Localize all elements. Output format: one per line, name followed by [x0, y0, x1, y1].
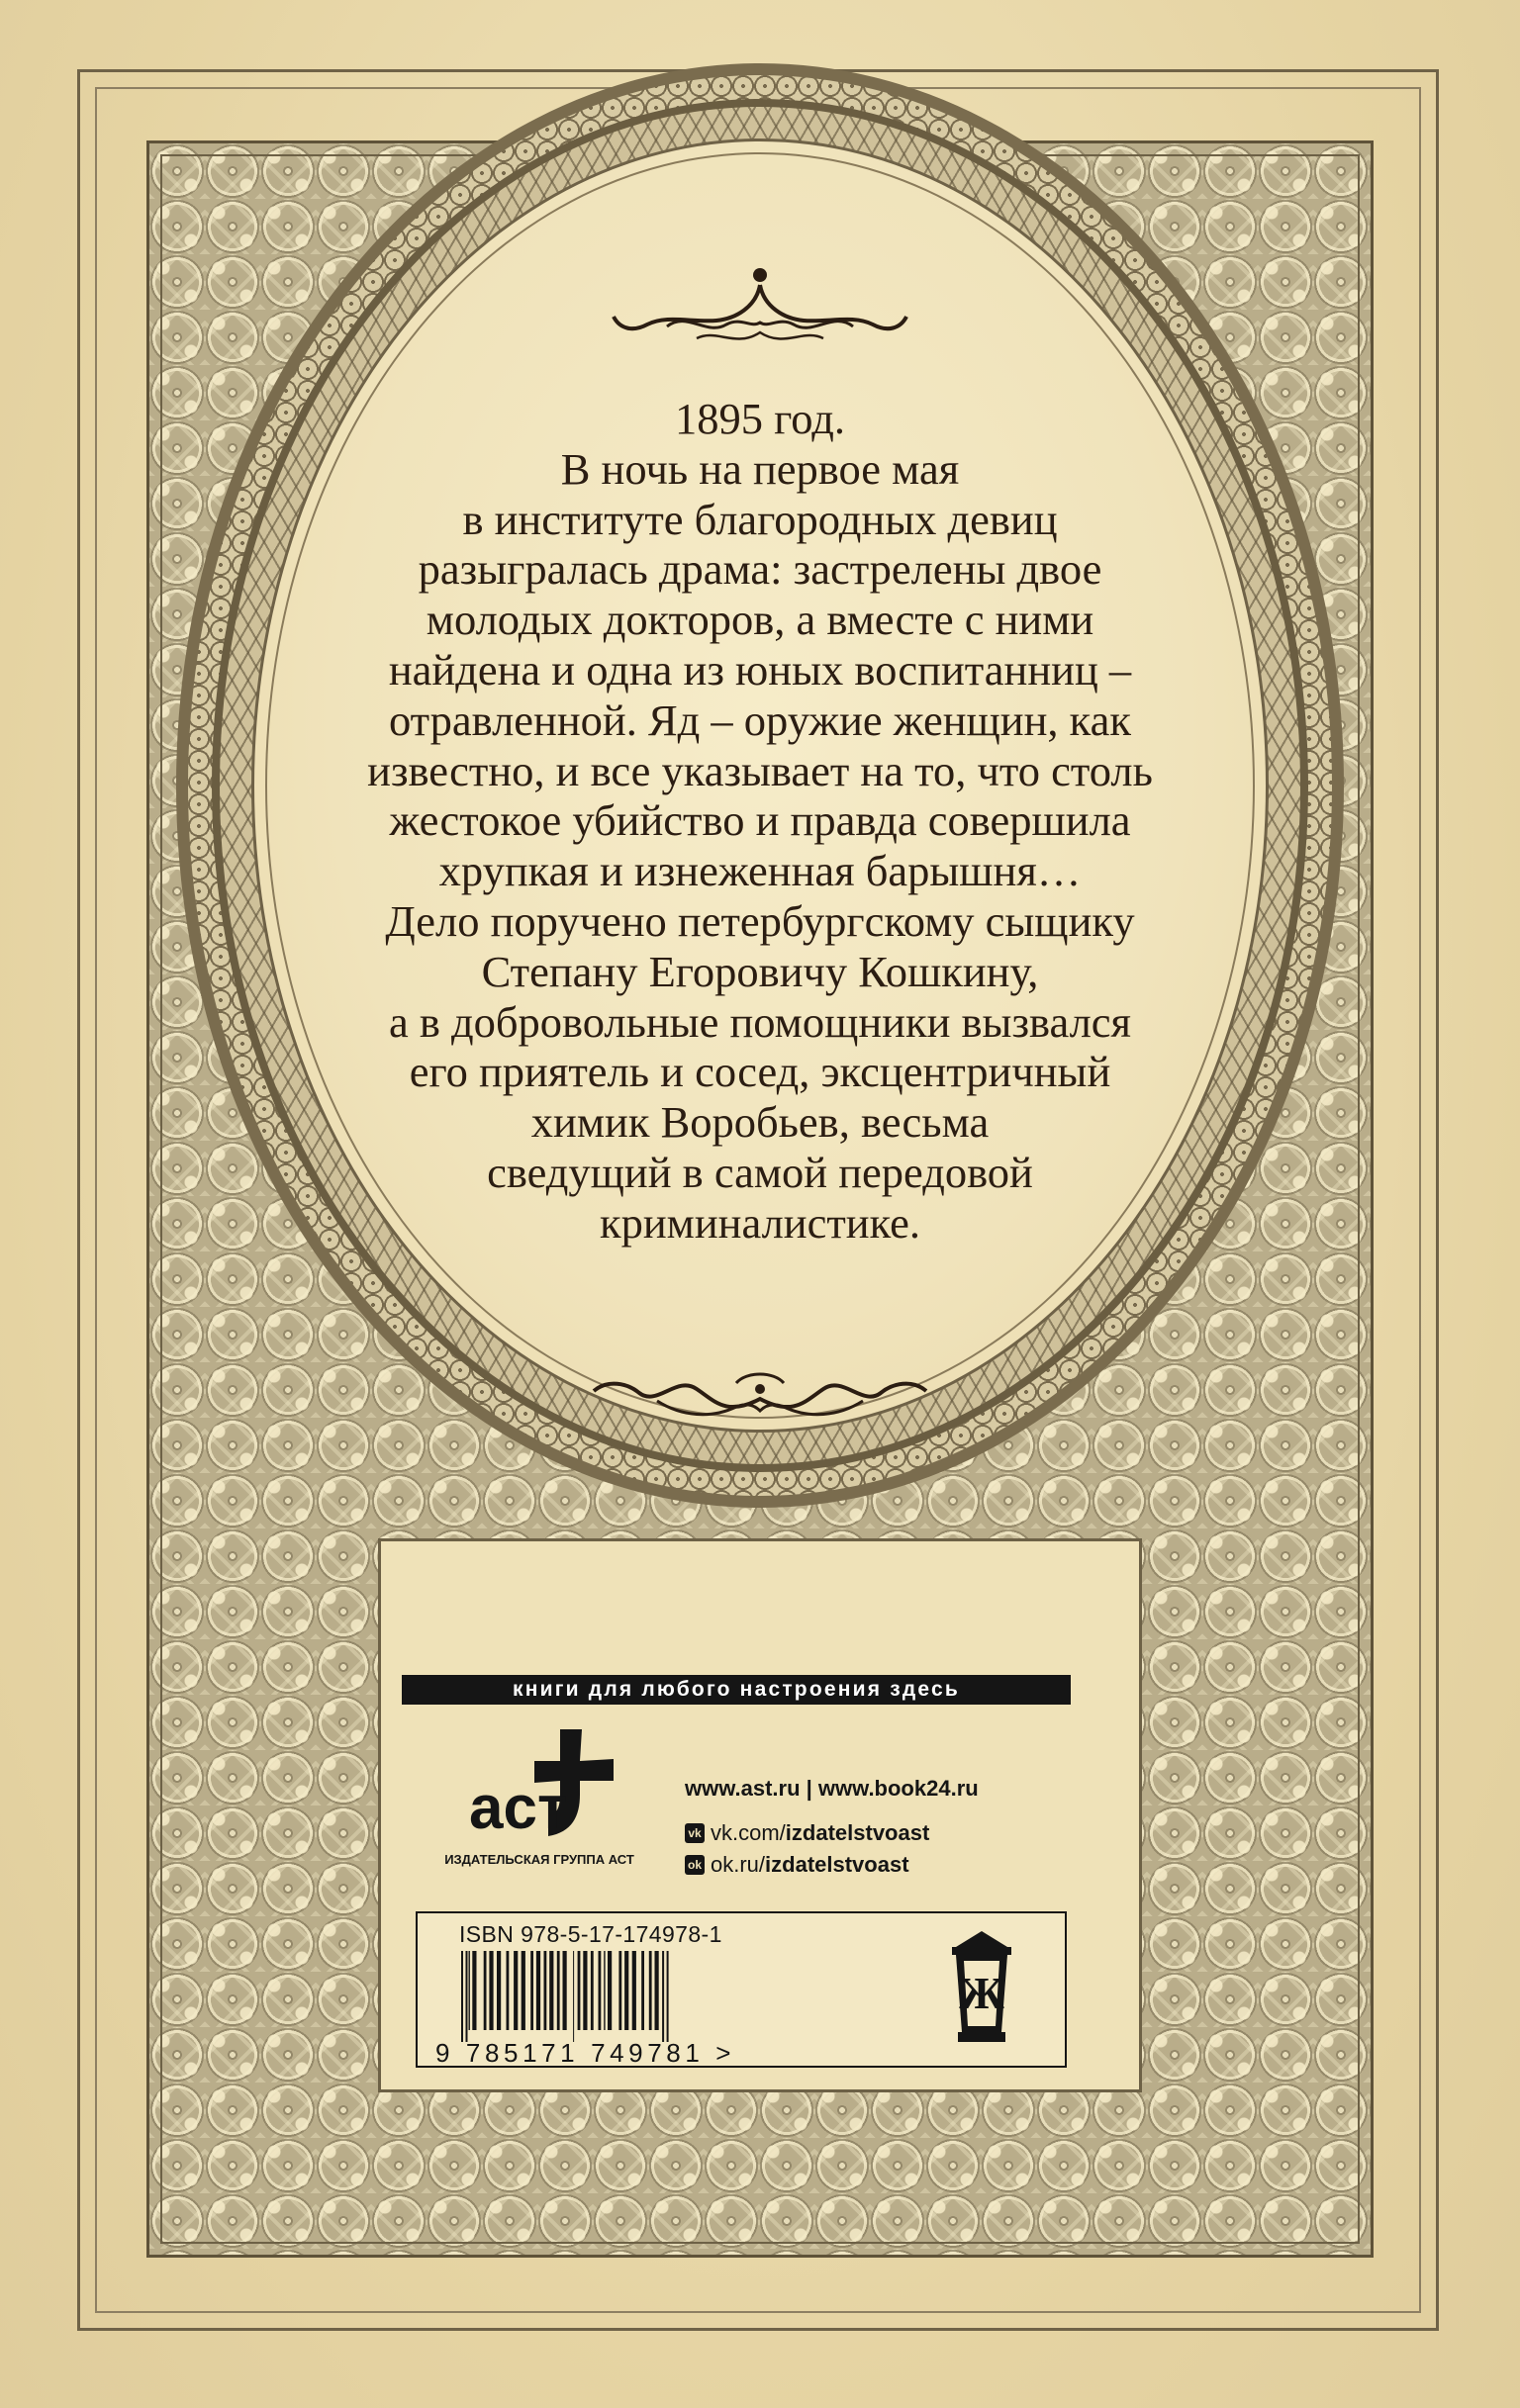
barcode-bar: [632, 1951, 636, 2030]
barcode-bar: [573, 1951, 574, 2042]
publisher-websites[interactable]: www.ast.ru | www.book24.ru: [685, 1776, 979, 1801]
barcode-bar: [667, 1951, 669, 2042]
barcode-bar: [549, 1951, 553, 2030]
vk-link-prefix: vk.com/: [711, 1820, 786, 1845]
blurb-line: Дело поручено петербургскому сыщику: [385, 895, 1135, 946]
blurb-line: разыгралась драма: застрелены двое: [418, 544, 1102, 595]
barcode-bar: [655, 1951, 659, 2030]
vk-link[interactable]: [685, 1820, 929, 1846]
barcode-bar: [536, 1951, 540, 2030]
barcode-bar: [461, 1951, 463, 2042]
barcode-bar: [507, 1951, 510, 2030]
barcode-bar: [591, 1951, 594, 2030]
barcode-bar: [557, 1951, 560, 2030]
barcode-bar: [641, 1951, 644, 2030]
bottom-flourish-icon: [588, 1361, 932, 1431]
barcode-icon: [455, 1951, 782, 2042]
ok-icon: ok: [685, 1855, 705, 1875]
ast-logo-text: аст: [469, 1774, 568, 1842]
publisher-group-caption: ИЗДАТЕЛЬСКАЯ ГРУППА АСТ: [444, 1852, 634, 1867]
blurb-line: В ночь на первое мая: [560, 443, 960, 494]
ok-link-handle: izdatelstvoast: [765, 1852, 909, 1877]
barcode-bar: [466, 1951, 468, 2042]
barcode-bar: [484, 1951, 487, 2030]
barcode-bar: [530, 1951, 533, 2030]
blurb-line: отравленной. Яд – оружие женщин, как: [388, 695, 1131, 745]
barcode-bar: [514, 1951, 518, 2030]
barcode-bar: [624, 1951, 628, 2030]
slogan-banner: книги для любого настроения здесь: [402, 1675, 1071, 1705]
blurb-line: в институте благородных девиц: [462, 494, 1058, 544]
lantern-icon: [942, 1929, 1021, 2048]
barcode-bar: [662, 1951, 664, 2042]
blurb-line: химик Воробьев, весьма: [530, 1097, 990, 1148]
barcode-bar: [583, 1951, 587, 2030]
blurb-line: хрупкая и изнеженная барышня…: [438, 846, 1082, 896]
lantern-letter: Ж: [959, 1968, 1004, 2018]
barcode-bar: [522, 1951, 525, 2030]
vk-link-handle: izdatelstvoast: [785, 1820, 930, 1845]
blurb-line: известно, и все указывает на то, что столь: [367, 745, 1153, 795]
barcode-bar: [469, 1951, 470, 2030]
barcode-bar: [578, 1951, 581, 2030]
blurb-line: жестокое убийство и правда совершила: [389, 795, 1131, 846]
blurb-line: сведущий в самой передовой: [487, 1147, 1033, 1197]
barcode-bar: [563, 1951, 567, 2030]
vk-icon: vk: [685, 1823, 705, 1843]
book-blurb: [315, 394, 1205, 1249]
ok-link-prefix: ok.ru/: [711, 1852, 766, 1877]
barcode-bar: [599, 1951, 602, 2030]
blurb-line: его приятель и сосед, эксцентричный: [409, 1047, 1111, 1097]
blurb-line: Степану Егоровичу Кошкину,: [481, 946, 1039, 996]
barcode-bar: [608, 1951, 612, 2030]
isbn-label: ISBN 978-5-17-174978-1: [459, 1921, 722, 1947]
barcode-bar: [649, 1951, 652, 2030]
blurb-line: молодых докторов, а вместе с ними: [426, 595, 1094, 645]
blurb-line: 1895 год.: [674, 394, 845, 443]
blurb-line: а в добровольные помощники вызвался: [388, 996, 1132, 1047]
ast-logo-icon: [465, 1725, 623, 1848]
barcode-bar: [618, 1951, 621, 2030]
barcode-bar: [544, 1951, 547, 2030]
top-flourish-icon: [608, 267, 912, 358]
barcode-bar: [489, 1951, 493, 2030]
ok-link[interactable]: [685, 1852, 909, 1878]
barcode-digits: 9 785171 749781 >: [435, 2038, 736, 2068]
blurb-line: найдена и одна из юных воспитанниц –: [388, 644, 1132, 695]
barcode-bar: [472, 1951, 476, 2030]
barcode-bar: [604, 1951, 605, 2030]
blurb-line: криминалистике.: [599, 1197, 921, 1248]
barcode-bar: [497, 1951, 501, 2030]
